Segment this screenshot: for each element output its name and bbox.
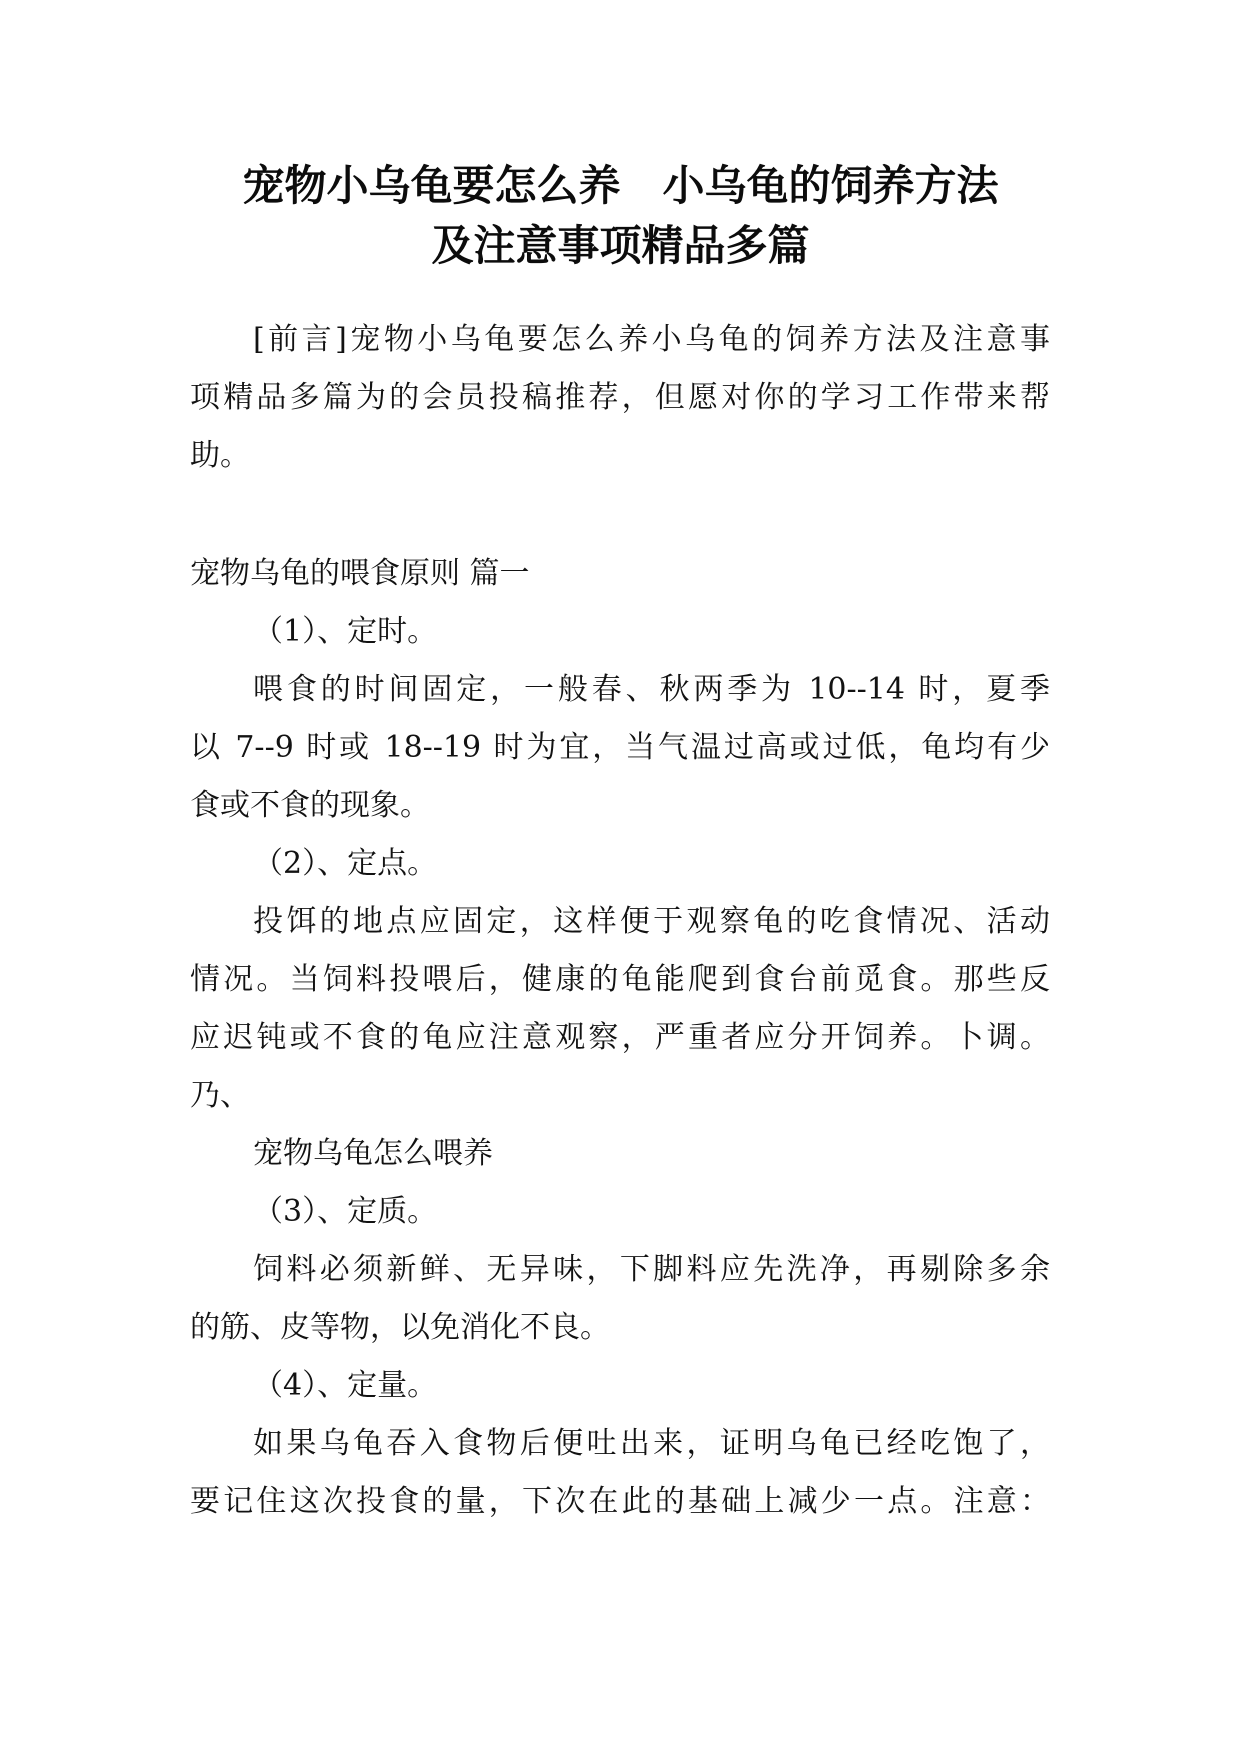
paragraph-line: 食或不食的现象。 bbox=[190, 788, 430, 823]
document-title-line-1: 宠物小乌龟要怎么养 小乌龟的饲养方法 bbox=[242, 161, 999, 210]
paragraph-line: 情况。当饲料投喂后，健康的龟能爬到食台前觅食。那些反 bbox=[190, 962, 1050, 997]
item-heading-1: （1）、定时。 bbox=[253, 614, 438, 649]
subheading: 宠物乌龟怎么喂养 bbox=[253, 1136, 493, 1171]
paragraph-line: 以 7--9 时或 18--19 时为宜，当气温过高或过低，龟均有少 bbox=[190, 730, 1050, 765]
section-heading: 宠物乌龟的喂食原则 篇一 bbox=[190, 556, 530, 591]
item-heading-3: （3）、定质。 bbox=[253, 1194, 438, 1229]
paragraph-line: 的筋、皮等物，以免消化不良。 bbox=[190, 1310, 610, 1345]
paragraph-line: 乃、 bbox=[190, 1078, 250, 1113]
preface-line-3: 助。 bbox=[190, 438, 250, 473]
document-title-line-2: 及注意事项精品多篇 bbox=[431, 221, 810, 270]
item-heading-2: （2）、定点。 bbox=[253, 846, 438, 881]
paragraph-line: 饲料必须新鲜、无异味，下脚料应先洗净，再剔除多余 bbox=[253, 1252, 1050, 1287]
paragraph-line: 要记住这次投食的量，下次在此的基础上减少一点。注意： bbox=[190, 1484, 1050, 1519]
paragraph-line: 如果乌龟吞入食物后便吐出来，证明乌龟已经吃饱了， bbox=[253, 1426, 1050, 1461]
preface-line-1: [前言]宠物小乌龟要怎么养小乌龟的饲养方法及注意事 bbox=[253, 322, 1050, 357]
item-heading-4: （4）、定量。 bbox=[253, 1368, 438, 1403]
preface-line-2: 项精品多篇为的会员投稿推荐，但愿对你的学习工作带来帮 bbox=[190, 380, 1050, 415]
paragraph-line: 应迟钝或不食的龟应注意观察，严重者应分开饲养。卜调。 bbox=[190, 1020, 1050, 1055]
paragraph-line: 喂食的时间固定，一般春、秋两季为 10--14 时，夏季 bbox=[253, 672, 1050, 707]
paragraph-line: 投饵的地点应固定，这样便于观察龟的吃食情况、活动 bbox=[253, 904, 1050, 939]
